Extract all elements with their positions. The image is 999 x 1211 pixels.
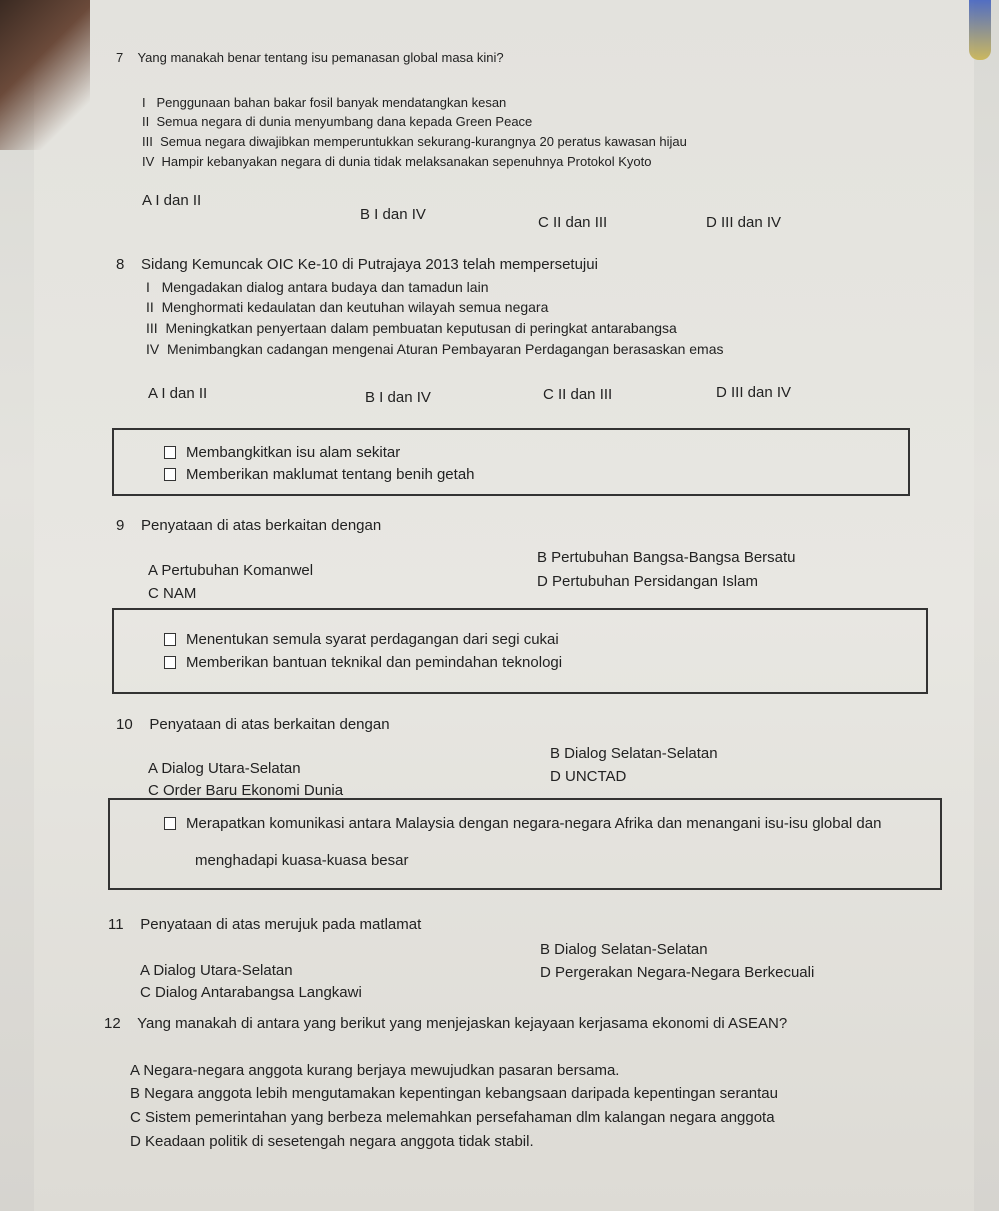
statement-item: IV Menimbangkan cadangan mengenai Aturan Pembayaran Perdagangan berasaskan emas	[146, 341, 724, 357]
stimulus-box-9	[112, 428, 910, 496]
background-object-blue	[969, 0, 991, 60]
question-number: 12	[104, 1015, 121, 1032]
statement-item: I Penggunaan bahan bakar fosil banyak mendatangkan kesan	[142, 95, 507, 110]
option-a[interactable]: A I dan II	[148, 385, 208, 402]
question-9	[116, 517, 381, 534]
option-b[interactable]: B Dialog Selatan-Selatan	[550, 745, 718, 762]
stimulus-box-10	[112, 608, 928, 694]
option-b[interactable]: B I dan IV	[365, 389, 431, 406]
checkbox-icon	[164, 656, 176, 669]
question-text: Penyataan di atas berkaitan dengan	[141, 517, 382, 534]
option-a[interactable]: A Dialog Utara-Selatan	[140, 962, 293, 979]
checkbox-icon	[164, 633, 176, 646]
question-text: Penyataan di atas berkaitan dengan	[149, 716, 390, 733]
question-text: Penyataan di atas merujuk pada matlamat	[140, 916, 422, 933]
option-d[interactable]: D Pergerakan Negara-Negara Berkecuali	[540, 964, 815, 981]
statement-item: IV Hampir kebanyakan negara di dunia tidak melaksanakan sepenuhnya Protokol Kyoto	[142, 154, 652, 169]
box-statement: Memberikan maklumat tentang benih getah	[164, 466, 475, 483]
question-8	[116, 256, 598, 273]
box-statement: Merapatkan komunikasi antara Malaysia dengan negara-negara Afrika dan menangani isu-isu global dan	[164, 815, 881, 832]
box-statement-continuation: menghadapi kuasa-kuasa besar	[195, 852, 409, 869]
question-10	[116, 716, 390, 733]
option-c[interactable]: C II dan III	[543, 386, 613, 403]
option-c[interactable]: C Sistem pemerintahan yang berbeza melemahkan persefahaman dlm kalangan negara anggota	[130, 1109, 775, 1126]
option-d[interactable]: D Keadaan politik di sesetengah negara anggota tidak stabil.	[130, 1133, 534, 1150]
question-11	[108, 916, 421, 933]
question-number: 11	[108, 916, 124, 933]
question-number: 8	[116, 256, 125, 273]
box-statement: Menentukan semula syarat perdagangan dari segi cukai	[164, 631, 559, 648]
option-a[interactable]: A I dan II	[142, 192, 202, 209]
question-text: Yang manakah benar tentang isu pemanasan global masa kini?	[137, 50, 504, 65]
question-number: 9	[116, 517, 125, 534]
statement-item: II Semua negara di dunia menyumbang dana kepada Green Peace	[142, 114, 533, 129]
option-a[interactable]: A Dialog Utara-Selatan	[148, 760, 301, 777]
question-12	[104, 1015, 787, 1032]
option-b[interactable]: B Dialog Selatan-Selatan	[540, 941, 708, 958]
box-statement: Membangkitkan isu alam sekitar	[164, 444, 400, 461]
statement-item: II Menghormati kedaulatan dan keutuhan wilayah semua negara	[146, 299, 549, 315]
statement-item: III Semua negara diwajibkan memperuntukkan sekurang-kurangnya 20 peratus kawasan hijau	[142, 134, 687, 149]
statement-item: III Meningkatkan penyertaan dalam pembuatan keputusan di peringkat antarabangsa	[146, 320, 677, 336]
option-c[interactable]: C Dialog Antarabangsa Langkawi	[140, 984, 362, 1001]
background-object	[0, 0, 90, 150]
option-a[interactable]: A Negara-negara anggota kurang berjaya mewujudkan pasaran bersama.	[130, 1062, 620, 1079]
option-c[interactable]: C NAM	[148, 585, 197, 602]
option-c[interactable]: C Order Baru Ekonomi Dunia	[148, 782, 344, 799]
option-d[interactable]: D Pertubuhan Persidangan Islam	[537, 573, 758, 590]
question-number: 7	[116, 50, 124, 65]
question-number: 10	[116, 716, 133, 733]
option-b[interactable]: B Negara anggota lebih mengutamakan kepentingan kebangsaan daripada kepentingan serantau	[130, 1085, 778, 1102]
question-text: Yang manakah di antara yang berikut yang menjejaskan kejayaan kerjasama ekonomi di ASEAN?	[137, 1015, 788, 1032]
option-d[interactable]: D III dan IV	[706, 214, 782, 231]
checkbox-icon	[164, 446, 176, 459]
option-b[interactable]: B Pertubuhan Bangsa-Bangsa Bersatu	[537, 549, 796, 566]
statement-item: I Mengadakan dialog antara budaya dan tamadun lain	[146, 279, 489, 295]
checkbox-icon	[164, 468, 176, 481]
option-a[interactable]: A Pertubuhan Komanwel	[148, 562, 314, 579]
option-d[interactable]: D UNCTAD	[550, 768, 627, 785]
stimulus-box-11	[108, 798, 942, 890]
question-text: Sidang Kemuncak OIC Ke-10 di Putrajaya 2013 telah mempersetujui	[141, 256, 598, 273]
option-b[interactable]: B I dan IV	[360, 206, 426, 223]
option-d[interactable]: D III dan IV	[716, 384, 792, 401]
question-7	[116, 50, 504, 65]
box-statement: Memberikan bantuan teknikal dan pemindahan teknologi	[164, 654, 562, 671]
option-c[interactable]: C II dan III	[538, 214, 608, 231]
checkbox-icon	[164, 817, 176, 830]
